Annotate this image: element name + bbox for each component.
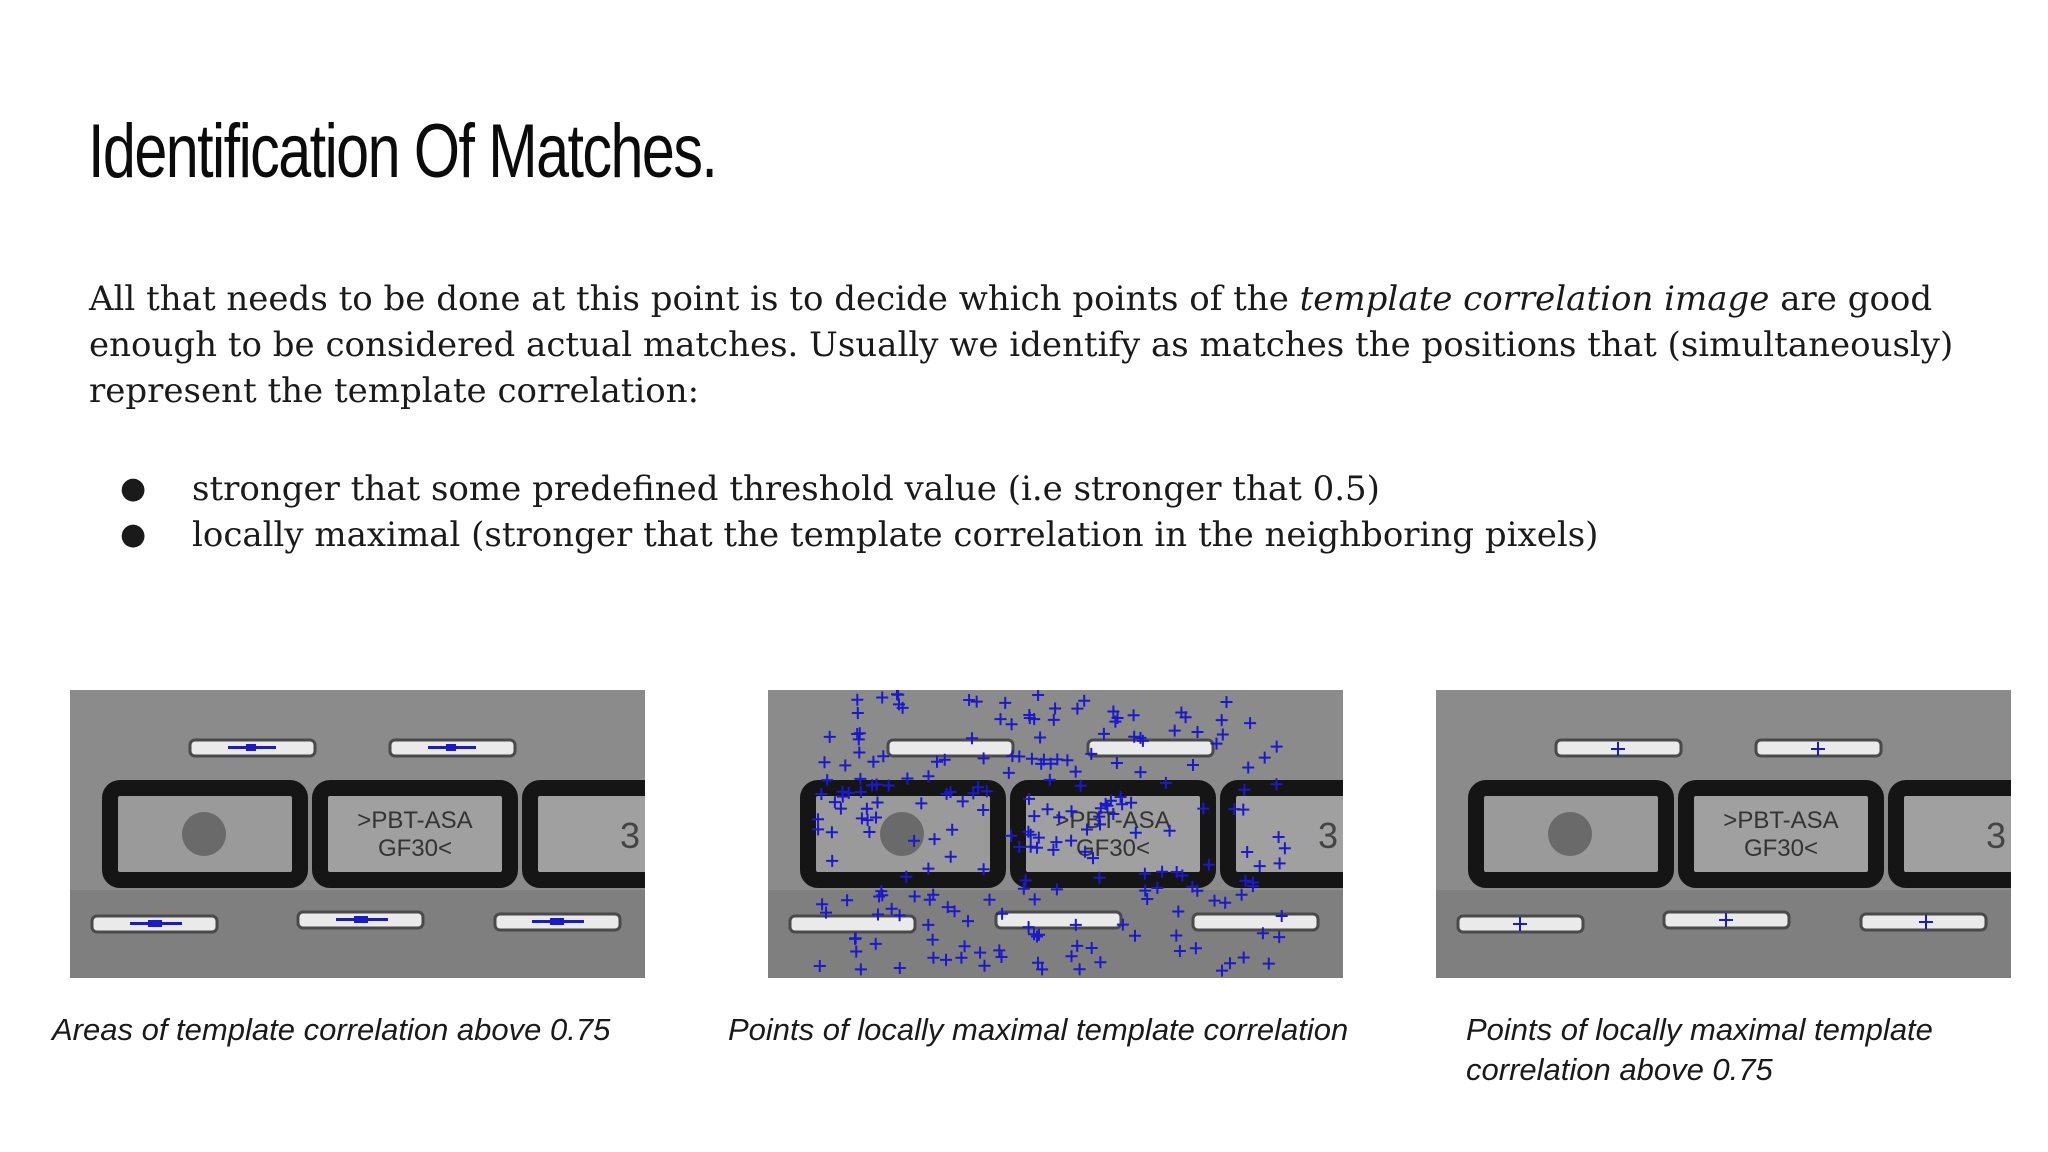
- bullet-list: [120, 466, 1920, 558]
- photo-local-maxima: [768, 690, 1343, 978]
- box-digit: 3: [1985, 815, 2007, 856]
- caption-correlation-areas: Areas of template correlation above 0.75: [52, 1012, 611, 1047]
- bullet-text: stronger that some predefined threshold value (i.e stronger that 0.5): [192, 469, 1380, 509]
- bullet-item: [120, 512, 1920, 558]
- paragraph-text-1: All that needs to be done at this point is to decide which points of the: [89, 279, 1300, 319]
- box-label-line2: GF30<: [377, 835, 453, 862]
- box-digit: 3: [1317, 815, 1339, 856]
- paragraph-text-2: are good enough to be considered actual matches. Usually we identify as matches the positions that (simultaneously) represent the template correlation:: [89, 279, 1954, 411]
- figure-maxima-above-threshold: [1436, 690, 2011, 978]
- slide-title: Identification Of Matches.: [88, 109, 717, 194]
- bullet-dot-icon: ●: [120, 471, 147, 506]
- paragraph-emphasis: template correlation image: [1299, 279, 1770, 319]
- box-label-line2: GF30<: [1075, 835, 1151, 862]
- box-label-line1: >PBT-ASA: [357, 807, 473, 834]
- bullet-item: [120, 466, 1920, 512]
- figure-correlation-areas: [70, 690, 645, 978]
- box-label-line1: >PBT-ASA: [1723, 807, 1839, 834]
- figure-local-maxima: [768, 690, 1343, 978]
- box-digit: 3: [619, 815, 641, 856]
- caption-maxima-above-threshold: Points of locally maximal template correlation above 0.75: [1466, 1012, 1933, 1087]
- bullet-text: locally maximal (stronger that the template correlation in the neighboring pixels): [192, 515, 1599, 555]
- box-label-line1: >PBT-ASA: [1055, 807, 1171, 834]
- bullet-dot-icon: ●: [120, 517, 147, 552]
- photo-correlation-areas: [70, 690, 645, 978]
- box-label-line2: GF30<: [1743, 835, 1819, 862]
- photo-maxima-above-threshold: [1436, 690, 2011, 978]
- caption-local-maxima: Points of locally maximal template correlation: [728, 1012, 1349, 1047]
- body-paragraph: [89, 276, 1969, 414]
